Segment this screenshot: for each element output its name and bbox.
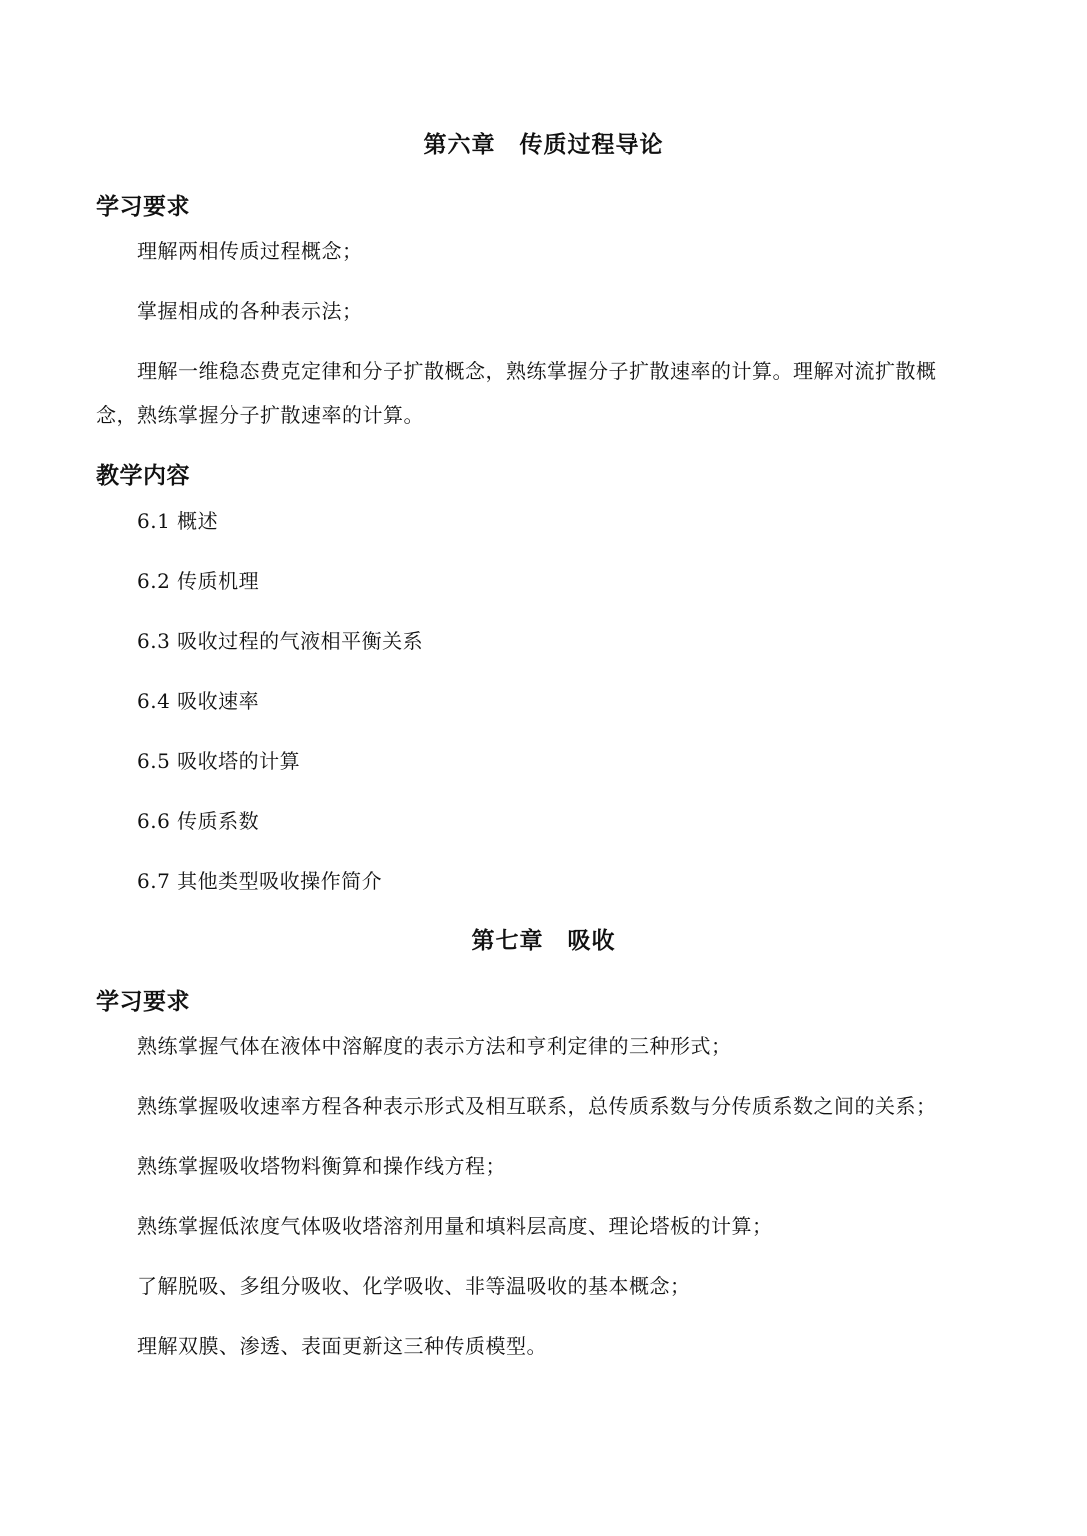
chapter-6-requirement-1: 理解两相传质过程概念； — [137, 239, 363, 263]
content-item-6-4: 6.4 吸收速率 — [137, 689, 260, 713]
chapter-7-requirement-1: 熟练掌握气体在液体中溶解度的表示方法和亨利定律的三种形式； — [137, 1034, 732, 1058]
chapter-7-requirements-heading: 学习要求 — [96, 988, 190, 1015]
content-item-6-6: 6.6 传质系数 — [137, 809, 260, 833]
chapter-7-requirement-5: 了解脱吸、多组分吸收、化学吸收、非等温吸收的基本概念； — [137, 1274, 691, 1298]
chapter-7-requirement-6: 理解双膜、渗透、表面更新这三种传质模型。 — [137, 1334, 547, 1358]
chapter-6-requirement-3-line-1: 理解一维稳态费克定律和分子扩散概念，熟练掌握分子扩散速率的计算。理解对流扩散概 — [137, 359, 937, 383]
content-item-6-3: 6.3 吸收过程的气液相平衡关系 — [137, 629, 424, 653]
chapter-7-requirement-3: 熟练掌握吸收塔物料衡算和操作线方程； — [137, 1154, 506, 1178]
content-item-6-5: 6.5 吸收塔的计算 — [137, 749, 301, 773]
chapter-7-requirement-4: 熟练掌握低浓度气体吸收塔溶剂用量和填料层高度、理论塔板的计算； — [137, 1214, 773, 1238]
chapter-6-requirement-2: 掌握相成的各种表示法； — [137, 299, 363, 323]
content-item-6-7: 6.7 其他类型吸收操作简介 — [137, 869, 383, 893]
chapter-6-title: 第六章 传质过程导论 — [423, 131, 664, 158]
chapter-6-requirement-3-line-2: 念，熟练掌握分子扩散速率的计算。 — [96, 403, 424, 427]
content-item-6-1: 6.1 概述 — [137, 509, 219, 533]
chapter-7-title: 第七章 吸收 — [471, 927, 616, 954]
chapter-6-content-heading: 教学内容 — [96, 462, 190, 489]
chapter-7-requirement-2: 熟练掌握吸收速率方程各种表示形式及相互联系，总传质系数与分传质系数之间的关系； — [137, 1094, 937, 1118]
content-item-6-2: 6.2 传质机理 — [137, 569, 260, 593]
chapter-6-requirements-heading: 学习要求 — [96, 193, 190, 220]
